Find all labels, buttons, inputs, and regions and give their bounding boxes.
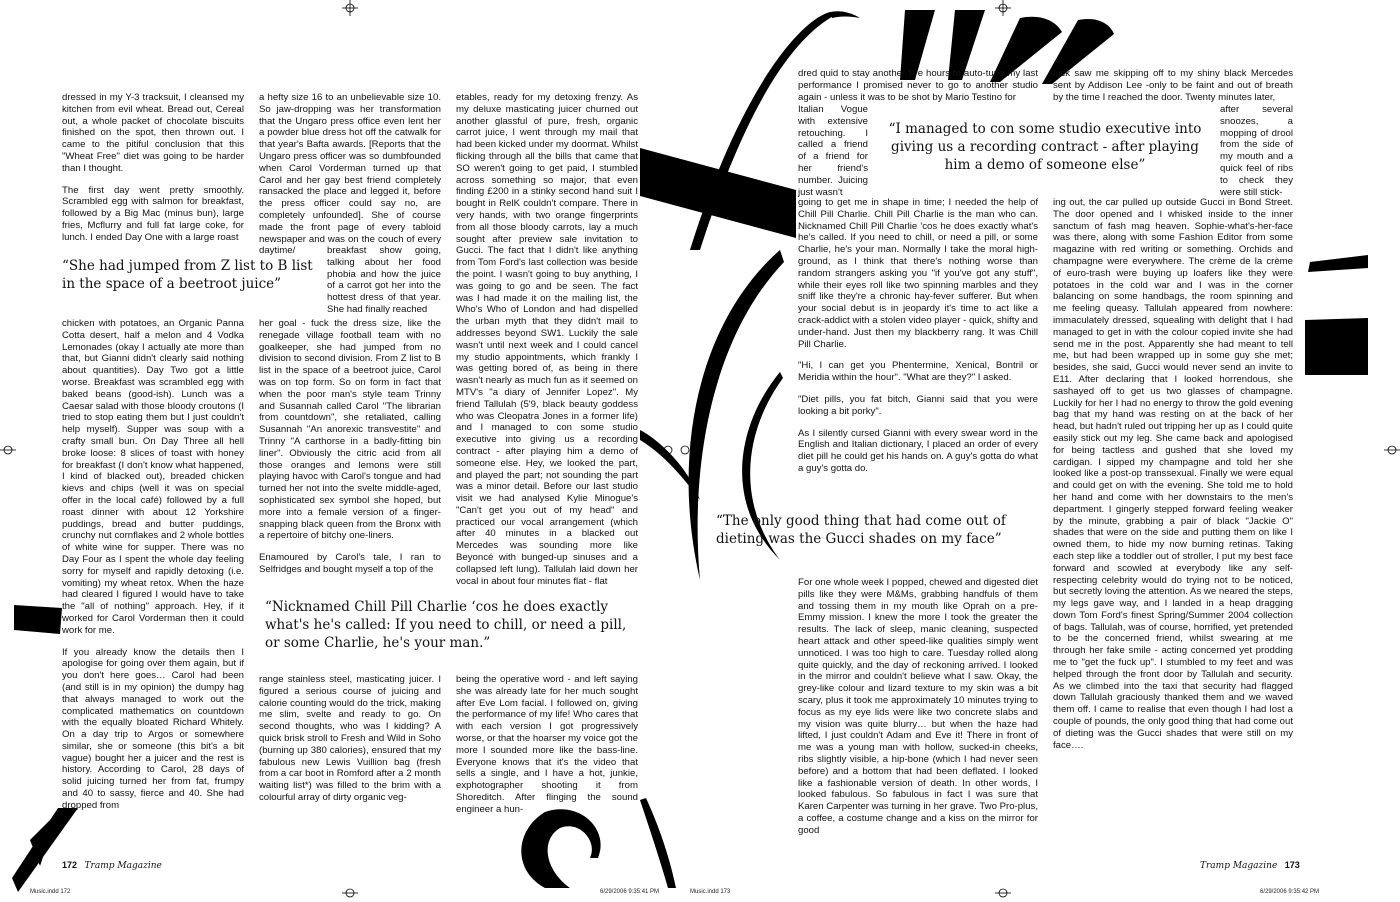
bar-stroke [640, 148, 796, 238]
paragraph: etables, ready for my detoxing frenzy. As my deluxe masticating juicer churned out another glassful of pure, fresh, organic carrot juice, I went through my mail that had been kicked under my doormat. Whilst flicking through all the bills that came that SO weren't going to get paid, I stumbled across something so major, that even finding £200 in a stinky second hand suit I bought in RelK couldn't compare. There in very hands, with two orange fingerprints from all those bloody carrots, lay a much sought after preview sale invitation to Gucci. The fact that I didn't like anything from Tom Ford's last collection was beside the point. I wasn't going to buy anything, I was going to go and be seen. The fact was I had made it on the mailing list, the Who's Who of London and had dispelled the urban myth that they didn't mail to addresses beyond SW1. Luckily the sale wasn't until next week and I could cancel my studio appointments, which frankly I was getting bored of, as being in there wasn't nearly as much fun as it seemed on MTV's "a diary of Jennifer Lopez". My friend Tallulah (5'9, black beauty goddess who was Cleopatra Jones in a former life) and I managed to con some studio executive into giving us a recording contract - after playing him a demo of someone else. Hey, we looked the part, and played the part; not sounding the part was a minor detail. Before our last studio visit we had analysed Kylie Minogue's "Can't get you out of my head" and practiced our vocal arrangement (which after 40 minutes in a blacked out Mercedes was sounding more like Beyoncé with bunged-up sinuses and a collapsed left lung). Tallulah laid down her vocal in about four minutes flat - flat [456, 92, 638, 587]
page-folio-right [1200, 860, 1300, 871]
paragraph: The first day went pretty smoothly. Scrambled egg with salmon for breakfast, followed by a Big Mac (minus bun), large fries, Mcflurry and full fat large coke, for lunch. I ended Day One with a large roast [62, 184, 244, 243]
column-left-2b [259, 318, 441, 586]
paragraph: dred quid to stay another five hours to auto-tune my last performance I promised never to go to another studio again - unless it was to be shot by Mario Testino for [798, 68, 1038, 103]
page-number: 172 [62, 860, 78, 870]
paragraph: Enamoured by Carol's tale, I ran to Selfridges and bought myself a top of the [259, 552, 441, 575]
page-number: 173 [1284, 860, 1300, 870]
slug-file: Music.indd 172 [30, 889, 71, 895]
column-left-3b [456, 674, 638, 826]
column-left-1b [62, 318, 244, 822]
column-right-2-wrap [1220, 104, 1293, 198]
magazine-name: Tramp Magazine [1200, 861, 1278, 871]
paragraph: If you already know the details then I apologise for going over them again, but if you don't here goes… Carol had been (and still is in my opinion) the dumpy hag that always managed to work out the complicated mathematics on countdown with the equally bloated Richard Whitely. On a day trip to Argos or somewhere similar, she or someone (this bit's a bit vague) bought her a juicer and the rest is history. According to Carol, 28 days of solid juicing turned her from fat, frumpy and 40 to sassy, fierce and 40. She had dropped from [62, 646, 244, 811]
paragraph: luck saw me skipping off to my shiny black Mercedes sent by Addison Lee -only to be faint and out of breath by the time I reached the door. Twenty minutes later, [1053, 68, 1293, 103]
column-right-1b [798, 197, 1038, 485]
column-left-2c [259, 674, 441, 814]
paragraph: a hefty size 16 to an unbelievable size 10. So jaw-dropping was her transformation that the Ungaro press office even lent her a powder blue dress hot off the catwalk for that year's Bafta awards. [Reports that the Ungaro press officer was so dumbfounded when Carol Vorderman turned up that Carol and her gay best friend completely ransacked the place and legged it, before the press officer could say no, are completely unfounded]. She of course made the front page of every tabloid newspaper and was on the couch of every daytime/ [259, 92, 441, 257]
paragraph: "Diet pills, you fat bitch, Gianni said that you were looking a bit porky". [798, 393, 1038, 417]
column-left-3 [456, 92, 638, 597]
paragraph: dressed in my Y-3 tracksuit, I cleansed my kitchen from evil wheat. Bread out, Cereal out, a whole packet of chocolate biscuits finished on the spot, then thrown out. I came to the pitiful conclusion that this "Wheat Free" diet was going to be harder than I thought. [62, 92, 244, 174]
paragraph: range stainless steel, masticating juicer. I figured a serious course of juicing and calorie counting would do the trick, making me slim, svelte and ready to go. On second thoughts, who was I kidding? A quick brisk stroll to Fresh and Wild in Soho (burning up 380 calories), ensured that my fabulous new Lewis Vuillion bag (fresh from a car boot in Romford after a 2 month waiting list*) was filled to the brim with a colourful array of dirty organic veg- [259, 674, 441, 803]
paragraph: Italian Vogue with extensive retouching. I called a friend of a friend for her friend's number. Juicing just wasn't [798, 104, 868, 198]
paragraph: For one whole week I popped, chewed and digested diet pills like they were M&Ms, grabbing handfuls of them and tossing them in my mouth like Oprah on a pre-Emmy mission. I knew the more I took the greater the results. The lack of sleep, manic cleaning, suspected heart attack and other speed-like qualities simply went unnoticed. I was too high to care. Tuesday rolled along quite quickly, and the day of reckoning arrived. I looked in the mirror and couldn't believe what I saw. Okay, the grey-like colour and lizard texture to my skin was a bit scary, plus it took me approximately 10 minutes trying to focus as my eye lids were like two concrete slabs and my vision was quite blurry… but when the haze had lifted, I just couldn't Adam and Eve it! There in front of me was a young man with hollow, sucked-in cheeks, ribs slightly visible, a hip-bone (which I had never seen before) and a bottom that had been deflated. I looked like a fashionable version of death. In other words, I looked fabulous. So fabulous in fact I was sure that Karen Carpenter was turning in her grave. Two Pro-plus, a coffee, a costume change and a kiss on the mirror for good [798, 577, 1039, 836]
paragraph: As I silently cursed Gianni with every swear word in the English and Italian dictionary, I placed an order of every diet pill he could get his hands on. A guy's gotta do what a guy's gotta do. [798, 427, 1038, 474]
slug-date: 6/29/2006 9:35:41 PM [600, 889, 660, 895]
column-right-1 [798, 68, 1038, 103]
column-left-1 [62, 92, 244, 254]
slug-date: 6/29/2006 9:35:42 PM [1260, 889, 1320, 895]
column-right-2 [1053, 68, 1293, 103]
pull-quote: “The only good thing that had come out of dieting was the Gucci shades on my face” [716, 513, 1006, 547]
paragraph: breakfast show going, talking about her food phobia and how the juice of a carrot got her into the hottest dress of that year. She had finally reached [327, 245, 441, 315]
swirl-stroke [830, 11, 860, 18]
column-left-2 [259, 92, 441, 257]
paragraph: "Hi, I can get you Phentermine, Xenical, Bontril or Meridia within the hour". "What are they?" I asked. [798, 360, 1038, 384]
paragraph: after several snoozes, a mopping of drool from the side of my mouth and a quick feel of ribs to check they were still stick- [1220, 104, 1293, 198]
paragraph: going to get me in shape in time; I needed the help of Chill Pill Charlie. Chill Pill Charlie is the man who can. Nicknamed Chill Pill Charlie 'cos he does exactly what's he's called. If you need to chill, or need a pill, or some Charlie, he's your man. Normally I take the moral high-ground, as I think that there's nothing worse than random strangers asking you "if you've got any stuff", while their eyes roll like two spinning marbles and they sniff like they're a chronic hay-fever sufferer. But when your social debut is in jeopardy it's time to act like a crack-addict with a stolen video player - quick, shifty and under-hand. Just then my blackberry rang. It was Chill Pill Charlie. [798, 197, 1038, 350]
pull-quote: “Nicknamed Chill Pill Charlie ‘cos he does exactly what's he's called: If you need to chill, or need a pill, or some Charlie, he's your man.” [265, 599, 627, 651]
pull-quote: “She had jumped from Z list to B list in the space of a beetroot juice” [62, 258, 313, 292]
column-right-1-wrap [798, 104, 868, 198]
dash-stroke [1308, 255, 1368, 272]
block-stroke [1305, 318, 1368, 375]
paragraph: her goal - fuck the dress size, like the renegade village football team with no goalkeeper, she had jumped from no division to second division. From Z list to B list in the space of a beetroot juice, Carol was on top form. So on form in fact that when the poor man's style team Trinny and Susannah called Carol "The librarian from countdown", she retaliated, calling Susannah "An anorexic transvestite" and Trinny "A carthorse in a badly-fitting bin liner". Obviously the citric acid from all those oranges and lemons were still playing havoc with Carol's tongue and had turned her not into the svelte middle-aged, sophisticated sex symbol she hoped, but more into a female version of a finger-snapping black queen from the Bronx with a repertoire of bitchy one-liners. [259, 318, 441, 542]
dash-stroke [14, 605, 62, 634]
pull-quote: “I managed to con some studio executive into giving us a recording contract - after playing him a demo of someone else” [888, 121, 1202, 173]
paragraph: being the operative word - and left saying she was already late for her much sought after Eve Lom facial. I followed on, giving the performance of my life! Who cares that with each version I got progressively worse, or that the hoarser my voice got the more I sounded more like the bass-line. Everyone knows that it's the video that sells a single, and I have a hot, junkie, exphotographer shooting it from Shoreditch. After flinging the sound engineer a hun- [456, 674, 638, 815]
column-right-1c [798, 577, 1038, 847]
paragraph: ing out, the car pulled up outside Gucci in Bond Street. The door opened and I whisked inside to the inner sanctum of fash mag heaven. Sophie-what's-her-face was there, along with some Fashion Editor from some magazine with red writing or something. Orchids and champagne were everywhere. The crème de la crème of euro-trash were buying up loafers like they were potatoes in the cold war and I was in the corner balancing on some handbags, the room spinning and me feeling queasy. Tallulah appeared from nowhere: immaculately dressed, squealing with delight that I had managed to get in with the colour copied invite she had send me in the post. Apparently she had meant to tell me, but had been wrapped up in some guy she met; besides, she said, Gucci would never send an invite to E11. After declaring that I looked horrendous, she sashayed off to get us two glasses of champagne. Luckily for her I had no energy to throw the gold evening bag that my hand was resting on at the back of her head, but hadn't ruled out tripping her up as I could quite easily stick out my leg. She came back and apologised for being tactless and gushed that she loved my cardigan. I sipped my champagne and told her she looked like a post-op transsexual. Finally we were equal and could get on with the evening. She told me to hold her hand and come with her downstairs to the men's department. I gingerly stepped forward feeling weaker by the minute, grabbing a pair of black "Jackie O" shades that were on the side and putting them on like I owned them, to hide my now burning retinas. Taking each step like a toddler out of stroller, I put my best face forward and scowled at everybody like any self-respecting celebrity would do trying not to be noticed, but secretly loving the attention. As we neared the steps, my legs gave way, and I landed in a heap dragging down Tom Ford's finest Spring/Summer 2004 collection of bags. Tallulah, was of course, horrified, yet pretended to be the concerned friend, whilst swearing at me through her fake smile - acting concerned yet prodding me to "get the fuck up". I stumbled to my feet and was helped through the front door by Tallulah and security. As we climbed into the taxi that security had flagged down Tallulah graciously thanked them and we waved them off. I came to realise that even though I had lost a couple of pounds, the only good thing that had come out of dieting was the Gucci shades that were still on my face…. [1053, 197, 1293, 751]
slug-file: Music.indd 173 [690, 889, 731, 895]
paragraph: chicken with potatoes, an Organic Panna Cotta desert, half a melon and 4 Vodka Lemonades (okay I actually ate more than that, but Gianni didn't clearly said nothing about quantities). Day Two got a little worse. Breakfast was scrambled egg with baked beans (good-ish). Lunch was a Caesar salad with those bloody croutons (I tried to stop eating them but I just couldn't help myself). Supper was soup with a crafty small bun. On Day Three all hell broke loose: 8 slices of toast with honey for breakfast (I don't know what happened, I kind of blacked out), breaded chicken kievs and chips (well it was on special offer in the local café) followed by a full roast dinner with about 12 Yorkshire puddings, bread and butter puddings, crunchy nut cornflakes and 2 whole bottles of white wine for supper. There was no Day Four as I spent the whole day feeling sorry for myself and rapidly detoxing (i.e. vomiting) my wheat retox. When the haze had cleared I figured I would have to take the "all of nothing" approach. Hey, if it worked for Carol Vorderman then it could work for me. [62, 318, 244, 636]
column-right-2b [1053, 197, 1293, 761]
page-folio-left [62, 860, 162, 871]
magazine-name: Tramp Magazine [84, 861, 162, 871]
curl-stroke [640, 798, 676, 888]
column-left-2-wrap [327, 245, 441, 316]
